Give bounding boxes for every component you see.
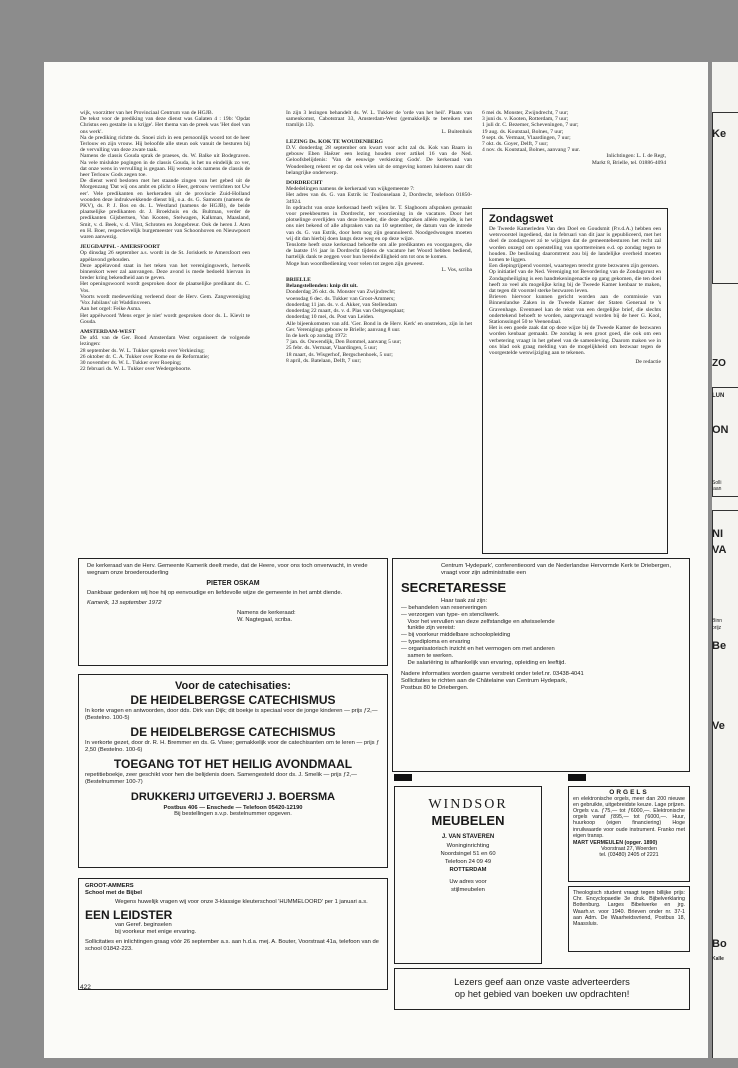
secretaresse-item: — verzorgen van type- en stencilwerk. [401, 611, 500, 618]
signature: L. Buitenhuis [441, 128, 472, 135]
kamerik-text: De kerkeraad van de Herv. Gemeente Kamerik deelt mede, dat de Heere, voor ons toch onverwacht, in vrede wegnam onze broederouderling [87, 563, 368, 576]
zondagswet-para: Op initiatief van de Ned. Vereniging tot Bevordering van de Zondagsrust en Zondagsheiliging is een handtekeningenactie op gang gekomen, die ten doel heeft zo veel als mogelijke kring bij de Tweede Kamer kenbaar te maken, dat tegen dit voorstel sterke bezwaren leven. [489, 269, 661, 295]
amsterdam-item: 30 november ds. W. L. Tukker over Roeping; [80, 359, 182, 366]
secretaresse-item: De salariëring is afhankelijk van ervaring, opleiding en leeftijd. [401, 659, 566, 666]
brielle-heading: BRIELLE [286, 277, 311, 284]
secretaresse-sub: Haar taak zal zijn: [441, 597, 488, 604]
kamerik-ad [78, 558, 388, 666]
amsterdam-item: 26 oktober dr. C. A. Tukker over Rome en de Reformatie; [80, 353, 210, 360]
brielle-line: 25 febr. ds. Vermaat, Vlaardingen, 5 uur; [286, 345, 378, 352]
newspaper-page [44, 62, 708, 1058]
windsor-logo: MEUBELEN [431, 813, 505, 828]
secretaresse-ad [392, 558, 690, 772]
leidster-text: Sollicitaties en inlichtingen graag vóór 26 september a.s. aan h.d.a. mej. A. Bouter, Voorstraat 41a, telefoon van de school 01842-223. [85, 938, 379, 952]
zondagswet-box [482, 208, 668, 554]
strip-text: Ke [712, 128, 727, 140]
strip-box [712, 510, 738, 1058]
black-marker [568, 774, 586, 781]
brielle-info: Markt 8, Brielle, tel. 01886-4094 [591, 159, 666, 166]
brielle-line: 8 april, ds. Batelaan, Delft, 7 uur; [286, 357, 361, 364]
dordrecht-heading: DORDRECHT [286, 180, 323, 187]
jeugd-para: Voorts wordt medewerking verleend door de Herv. Gem. Zangvereniging 'Vox Jubilans' uit Waddinxveen. [80, 293, 250, 307]
brielle-line: 19 aug. ds. Koutstaal, Bolnes, 7 uur; [482, 128, 564, 135]
col1-para: De dienst werd besloten met het staande zingen van het gebed uit de Morgenzang 'Dat wij ons ambt en plicht o Heer, getrouw verrichten tot Uw eer'. Vele predikanten en kerkeraden uit de provincie Zuid-Holland woonden deze indrukwekkende dienst bij, o.a. ds. G. Samsom (namens de PKV), ds. P. J. Bos en ds. L. Westland (namens de HGJB), de beide plaatselijke predikanten dr. J. Broekhuis en ds. Bultman, verder de predikanten Gijsbertsen, Van Kooten, Stelwagen, Kalkman, Maasland, Smit, v. d. Beek, v. d. Vlist, Schroten en Jongebreur. Ook de heren J. Aten en H. Boer, respectievelijk burgemeester van Schoonhoven en Nieuwpoort waren aanwezig. [80, 178, 250, 241]
black-marker [394, 774, 412, 781]
zondagswet-para: Brieven hiervoor kunnen gericht worden aan de commissie van Binnenlandse Zaken in de Tweede Kamer der Staten Generaal te 's Gravenhage. Eventueel kan de tekst van een dergelijke brief, die slechts ondertekend behoeft te worden, aangevraagd worden bij de heer G. Kool, Stationssingel 50 te Veenendaal. [489, 294, 661, 326]
zondagswet-title: Zondagswet [489, 213, 554, 225]
catechisatie-head: Voor de catechisaties: [175, 680, 291, 692]
boersma-address: Postbus 406 — Enschede — Telefoon 05420-12190 [163, 804, 303, 811]
leidster-org: School met de Bijbel [85, 889, 143, 896]
col1-para: Na de prediking richtte ds. Snoei zich in een persoonlijk woord tot de heer Terlouw en zijn vrouw. Hij beloofde alle steun ook vanuit de besturen bij de vervulling van deze zware taak. [80, 134, 250, 154]
lezing-text: D.V. donderdag 28 september om kwart voor acht zal ds. Kok van Baarn in gebouw Eben Haëzer een lezing houden over artikel 16 van de Ned. Geloofsbelijdenis: 'Van de eeuwige verkiezing Gods'. De kerkeraad van Woudenberg rekent er op dat ook velen uit de omgeving komen luisteren naar dit belangrijke onderwerp. [286, 145, 472, 176]
kamerik-text: Dankbaar gedenken wij hoe hij op eenvoudige en liefdevolle wijze de gemeente in het ambt diende. [87, 590, 343, 596]
windsor-tag: Uw adres voor [449, 879, 487, 885]
col1-para: wijk, voorzitter van het Provinciaal Centrum van de HGJB. [80, 110, 213, 116]
windsor-line: ROTTERDAM [449, 867, 487, 873]
adjacent-page-strip [712, 62, 738, 1058]
lezers-line: op het gebied van boeken uw opdrachten! [454, 988, 630, 999]
brielle-line: 7 okt. ds. Goyer, Delft, 7 uur; [482, 141, 548, 148]
windsor-tag: stijlmeubelen [451, 887, 485, 893]
amsterdam-item: 28 september ds. W. L. Tukker spreekt over Verkiezing; [80, 347, 205, 354]
strip-text: Kalle [712, 956, 724, 962]
catechismus-desc: In verkorte gezet, door dr. R. H. Bremmer en ds. G. Visee; gemakkelijk voor de catechisanten om te leren — prijs ƒ 2,50 (Bestelno. 100-6) [85, 740, 380, 753]
brielle-line: In de kerk op zondag 1972: [286, 332, 348, 339]
dord-para: Moge hun woordbediening voor velen tot zegen zijn geweest. [286, 260, 425, 267]
leidster-text: Wegens huwelijk vragen wij voor onze 3-klassige kleuterschool 'HUMMELOORD' per 1 januari a.s. [115, 898, 368, 905]
leidster-ad [78, 878, 388, 990]
strip-text: LUN [712, 393, 725, 399]
catechisatie-ad [78, 674, 388, 868]
leidster-title: EEN LEIDSTER [85, 908, 173, 923]
brielle-line: 9 sept. ds. Vermaat, Vlaardingen, 7 uur; [482, 134, 571, 141]
column-2 [286, 110, 472, 364]
dord-para: Tenslotte heeft onze kerkeraad behoefte om alle predikanten en voorgangers, die de laatste 1½ jaar in Dordrecht tijdens de vacature het Woord hebben bediend, hartelijk dank te zeggen voor hun bereidwilligheid om tot ons te komen. [286, 242, 472, 261]
brielle-line: donderdag 11 jan. ds. v. d. Akker, van Stellendam [286, 301, 397, 308]
zondagswet-signature: De redactie [635, 359, 661, 366]
windsor-ad [394, 786, 542, 964]
column-3 [482, 110, 666, 166]
orgels-head: ORGELS [609, 789, 649, 796]
tukker-para: In zijn 3 lezingen behandelt ds. W. L. Tukker de 'orde van het heil'. Plaats van samenkomst, Cabotstraat 33, Amsterdam-West (gemakkelijk te bereiken met tramlijn 13). [286, 110, 472, 129]
secretaresse-item: funktie zijn vereist: [401, 625, 456, 632]
strip-text: Be [712, 640, 727, 652]
brielle-info: Inlichtingen: L. I. de Regt, [606, 153, 666, 160]
lezers-banner [394, 968, 690, 1010]
lezing-heading: LEZING Ds. KOK TE WOUDENBERG [286, 138, 383, 145]
strip-text: laan [712, 486, 722, 492]
orgels-ad [568, 786, 690, 882]
zondagswet-para: De Tweede Kamerleden Van den Doel en Goudsmit (P.v.d.A.) hebben een wetsvoorstel ingediend, dat in februari van dit jaar is gepubliceerd, met het doel de zondagswet zó te wijzigen dat de gemeentebesturen het recht zal worden onzegd om openstelling van sportterreinen e.d. op zondag tegen te houden. De beslissing daaromtrent zou bij de landelijke overheid moeten komen te liggen. [489, 226, 661, 264]
zondagswet-para: Een diepingrijpend voorstel, waartegen terecht grote bezwaren zijn gerezen. [489, 263, 660, 270]
orgels-addr: tel. (03480) 2405 of 2221 [599, 851, 659, 858]
jeugdappel-heading: JEUGDAPPèL - AMERSFOORT [80, 244, 160, 251]
avondmaal-title: TOEGANG TOT HET HEILIG AVONDMAAL [113, 757, 353, 772]
amsterdam-item: 22 februari ds. W. L. Tukker over Wedergeboorte. [80, 366, 192, 373]
lezers-line: Lezers geef aan onze vaste adverteerders [454, 976, 630, 987]
catechismus-title: DE HEIDELBERGSE CATECHISMUS [130, 725, 336, 740]
jeugd-para: Aan het orgel: Feike Asma. [80, 306, 142, 313]
dord-para: Het adres van ds. G. van Estrik is: Toulouselaan 2, Dordrecht, telefoon 01850-34924. [286, 192, 472, 205]
jeugd-para: Op dinsdag 26 september a.s. wordt in de St. Joriskerk te Amersfoort een appèlavond gehouden. [80, 250, 250, 263]
dord-para: In opdracht van onze kerkeraad heeft wijlen br. T. Slagboom afspraken gemaakt voor preekbeurten in Dordrecht, ter voorziening in de vacature. Door het plotselinge overlijden van deze broeder, die deze afspraken alléén regelde, is het ons niet bekend of alle afspraken van na 10 september, de datum van de intrede van ds. G. van Estrik, door hem nog zijn geannuleerd. Noodgedwongen moeten wij dit dan hierbij doen langs deze weg en op deze wijze. [286, 204, 472, 242]
strip-text: Binn [712, 618, 723, 624]
brielle-line: donderdag 10 mei, ds. Post van Leiden. [286, 314, 375, 321]
col1-para: Namens de classis Gouda sprak de praeses, ds. W. Balke uit Bodegraven. Na vele mislukte pogingen in de classis Gouda, is het nu eindelijk zo ver, dat onze wens in vervulling is gegaan. Hij wenste ook namens de classis de heer Terlouw Gods zegen toe. [80, 153, 250, 179]
leidster-text: bij voorkeur met enige ervaring. [115, 929, 197, 936]
windsor-line: Telefoon 24 09 49 [444, 859, 492, 865]
brielle-line: 6 mei ds. Monster, Zwijndrecht, 7 uur; [482, 110, 569, 116]
kamerik-namens: Namens de kerkeraad: [237, 610, 296, 616]
strip-text: Solli [712, 480, 722, 486]
leidster-org: GROOT-AMMERS [85, 883, 134, 889]
secretaresse-title: SECRETARESSE [401, 579, 507, 595]
brielle-line: 7 jan. ds. Ouwendijk, Den Bommel, aanvang 5 uur; [286, 339, 402, 346]
kamerik-signer: W. Nagtegaal, scriba. [237, 617, 293, 623]
secretaresse-item: — bij voorkeur middelbare schoolopleiding [401, 632, 511, 639]
secretaresse-item: Voor het vervullen van deze zelfstandige en afwisselende [401, 618, 555, 625]
brielle-sub: Belangstellenden: knip dit uit. [286, 283, 358, 290]
leidster-text: van Geref. beginselen [115, 922, 172, 929]
orgels-name: MART VERMEULEN (opger. 1890) [573, 839, 658, 846]
secretaresse-intro: Centrum 'Hydepark', conferentieoord van de Nederlandse Hervormde Kerk te Driebergen, vraagt voor zijn administratie een [441, 563, 672, 576]
strip-text: ZO [712, 358, 726, 369]
orgels-addr: Voorstraat 27, Woerden [601, 845, 657, 852]
brielle-line: 4 nov. ds. Koutstaal, Bolnes, aanvang 7 uur. [482, 147, 581, 154]
windsor-line: Noordsingel 51 en 60 [440, 851, 496, 857]
brielle-line: Alle bijeenkomsten van afd. 'Ger. Bond in de Herv. Kerk' en onstreken, zijn in het Ger. Verenigings gebouw te Brielle; aanvang 8 uur. [286, 320, 472, 333]
catechismus-desc: In korte vragen en antwoorden, door dds. Dirk van Dijk; dit boekje is speciaal voor de jonge kinderen — prijs ƒ2,— (Bestelno. 100-5) [85, 708, 378, 721]
page-number: 422 [80, 984, 91, 991]
theologisch-text: Theologisch student vraagt tegen billijke prijs: Chr. Encyclopaedie 3e druk. Bijbelverklaring Bottenburg. Larges Bibelwerke en jrg. Waarh.vr. voor 1940. Brieven onder nr. 37-1 aan Adm. De Waarheidsvriend, Postbus 18, Maassluis. [573, 890, 685, 928]
dord-signature: L. Vos, scriba [441, 266, 472, 273]
strip-text: Bo [712, 938, 727, 950]
jeugd-para: Het appèlwoord 'Mens erger je niet' wordt gesproken door ds. L. Kievit te Gouda. [80, 312, 250, 325]
theologisch-ad [568, 886, 690, 952]
amsterdam-heading: AMSTERDAM-WEST [80, 328, 136, 335]
brielle-line: 18 maart, ds. Wisgerhof, Bergschenhoek, 5 uur; [286, 351, 393, 358]
brielle-line: Donderdag 26 okt. ds. Monster van Zwijndrecht; [286, 289, 396, 296]
secretaresse-footer: Sollicitaties te richten aan de Châtelaine van Centrum Hydepark, [401, 677, 567, 684]
column-1 [80, 110, 250, 372]
secretaresse-item: samen te werken. [401, 653, 454, 660]
strip-text: VA [712, 544, 727, 556]
strip-text: NI [712, 528, 723, 540]
windsor-logo: WINDSOR [428, 797, 508, 812]
brielle-line: 3 juni ds. v. Kooten, Rotterdam, 7 uur; [482, 116, 569, 123]
jeugd-para: Deze appèlavond staat in het teken van het verenigingswerk, hetwelk binnenkort weer zal aanvangen. Deze avond is mede bedoeld hiervan in breder kring bekendheid aan te geven. [80, 262, 250, 282]
orgels-text: en elektronische orgels, meer dan 200 nieuwe en gebruikte, uitgebreidste keuze. Lage prijzen. Orgels v.a. ƒ75,— tot ƒ6000,—. Elektronische orgels vanaf ƒ895,— tot ƒ6000,—. Huur, huurkoop (eigen financiering) Hoge inruilwaarde voor oude instrument. Franko met eigen transp. [573, 796, 685, 839]
strip-text: Ve [712, 720, 725, 732]
boersma-note: Bij bestellingen s.v.p. bestelnummer opgeven. [174, 811, 292, 818]
secretaresse-item: — organisatorisch inzicht en het vermogen om met anderen [401, 646, 555, 653]
amsterdam-intro: De afd. van de Ger. Bond Amsterdam West organiseert de volgende lezingen: [80, 335, 250, 348]
jeugd-para: Het openingswoord wordt gesproken door de plaatselijke predikant ds. C. Vos. [80, 281, 250, 294]
brielle-line: 1 juli dr. C. Bezemer, Scheveningen, 7 uur; [482, 122, 579, 129]
zondagswet-para: Het is een goede zaak dat op deze wijze bij de Tweede Kamer de bezwaren worden kenbaar gemaakt. De zondag is een groot goed, die ook om een verbetering vraagt in het geheel van de samenleving. Daarom maken we in ons blad ook graag melding van de mogelijkheid om bezwaar tegen de voorgestelde wetswijziging aan te tekenen. [489, 325, 661, 357]
secretaresse-item: — typediploma en ervaring [401, 639, 471, 646]
avondmaal-desc: repetitieboekje, zeer geschikt voor hen die belijdenis doen. Samengesteld door ds. J. Smelik — prijs ƒ2,— (Bestelnummer 100-7) [85, 772, 357, 785]
secretaresse-footer: Nadere informaties worden gaarne verstrekt onder telef.nr. 03438-4041 [401, 670, 584, 677]
brielle-line: donderdag 22 maart, ds. v. d. Plas van Oeltgensplaat; [286, 308, 405, 315]
brielle-line: woensdag 6 dec. ds. Tukker van Groot-Ammers; [286, 295, 395, 302]
catechismus-title: DE HEIDELBERGSE CATECHISMUS [130, 693, 336, 707]
col1-para: De tekst voor de prediking van deze dienst was Galaten 4 : 19b: 'Opdat Christus een gestalte in u krijge'. Het thema van de preek was 'Het doel van ons werk'. [80, 116, 250, 135]
dord-para: Mededelingen namens de kerkeraad van wijkgemeente 7: [286, 186, 415, 193]
boersma-title: DRUKKERIJ UITGEVERIJ J. BOERSMA [130, 790, 336, 803]
kamerik-place: Kamerik, 13 september 1972 [87, 600, 162, 606]
strip-text: prijz [712, 625, 722, 631]
windsor-line: Woninginrichting [446, 843, 490, 849]
secretaresse-item: — behandelen van reserveringen [401, 604, 487, 611]
secretaresse-footer: Postbus 80 te Driebergen. [401, 684, 469, 691]
strip-text: ON [712, 424, 729, 436]
kamerik-name: PIETER OSKAM [206, 580, 260, 587]
windsor-owner: J. VAN STAVEREN [441, 834, 495, 840]
